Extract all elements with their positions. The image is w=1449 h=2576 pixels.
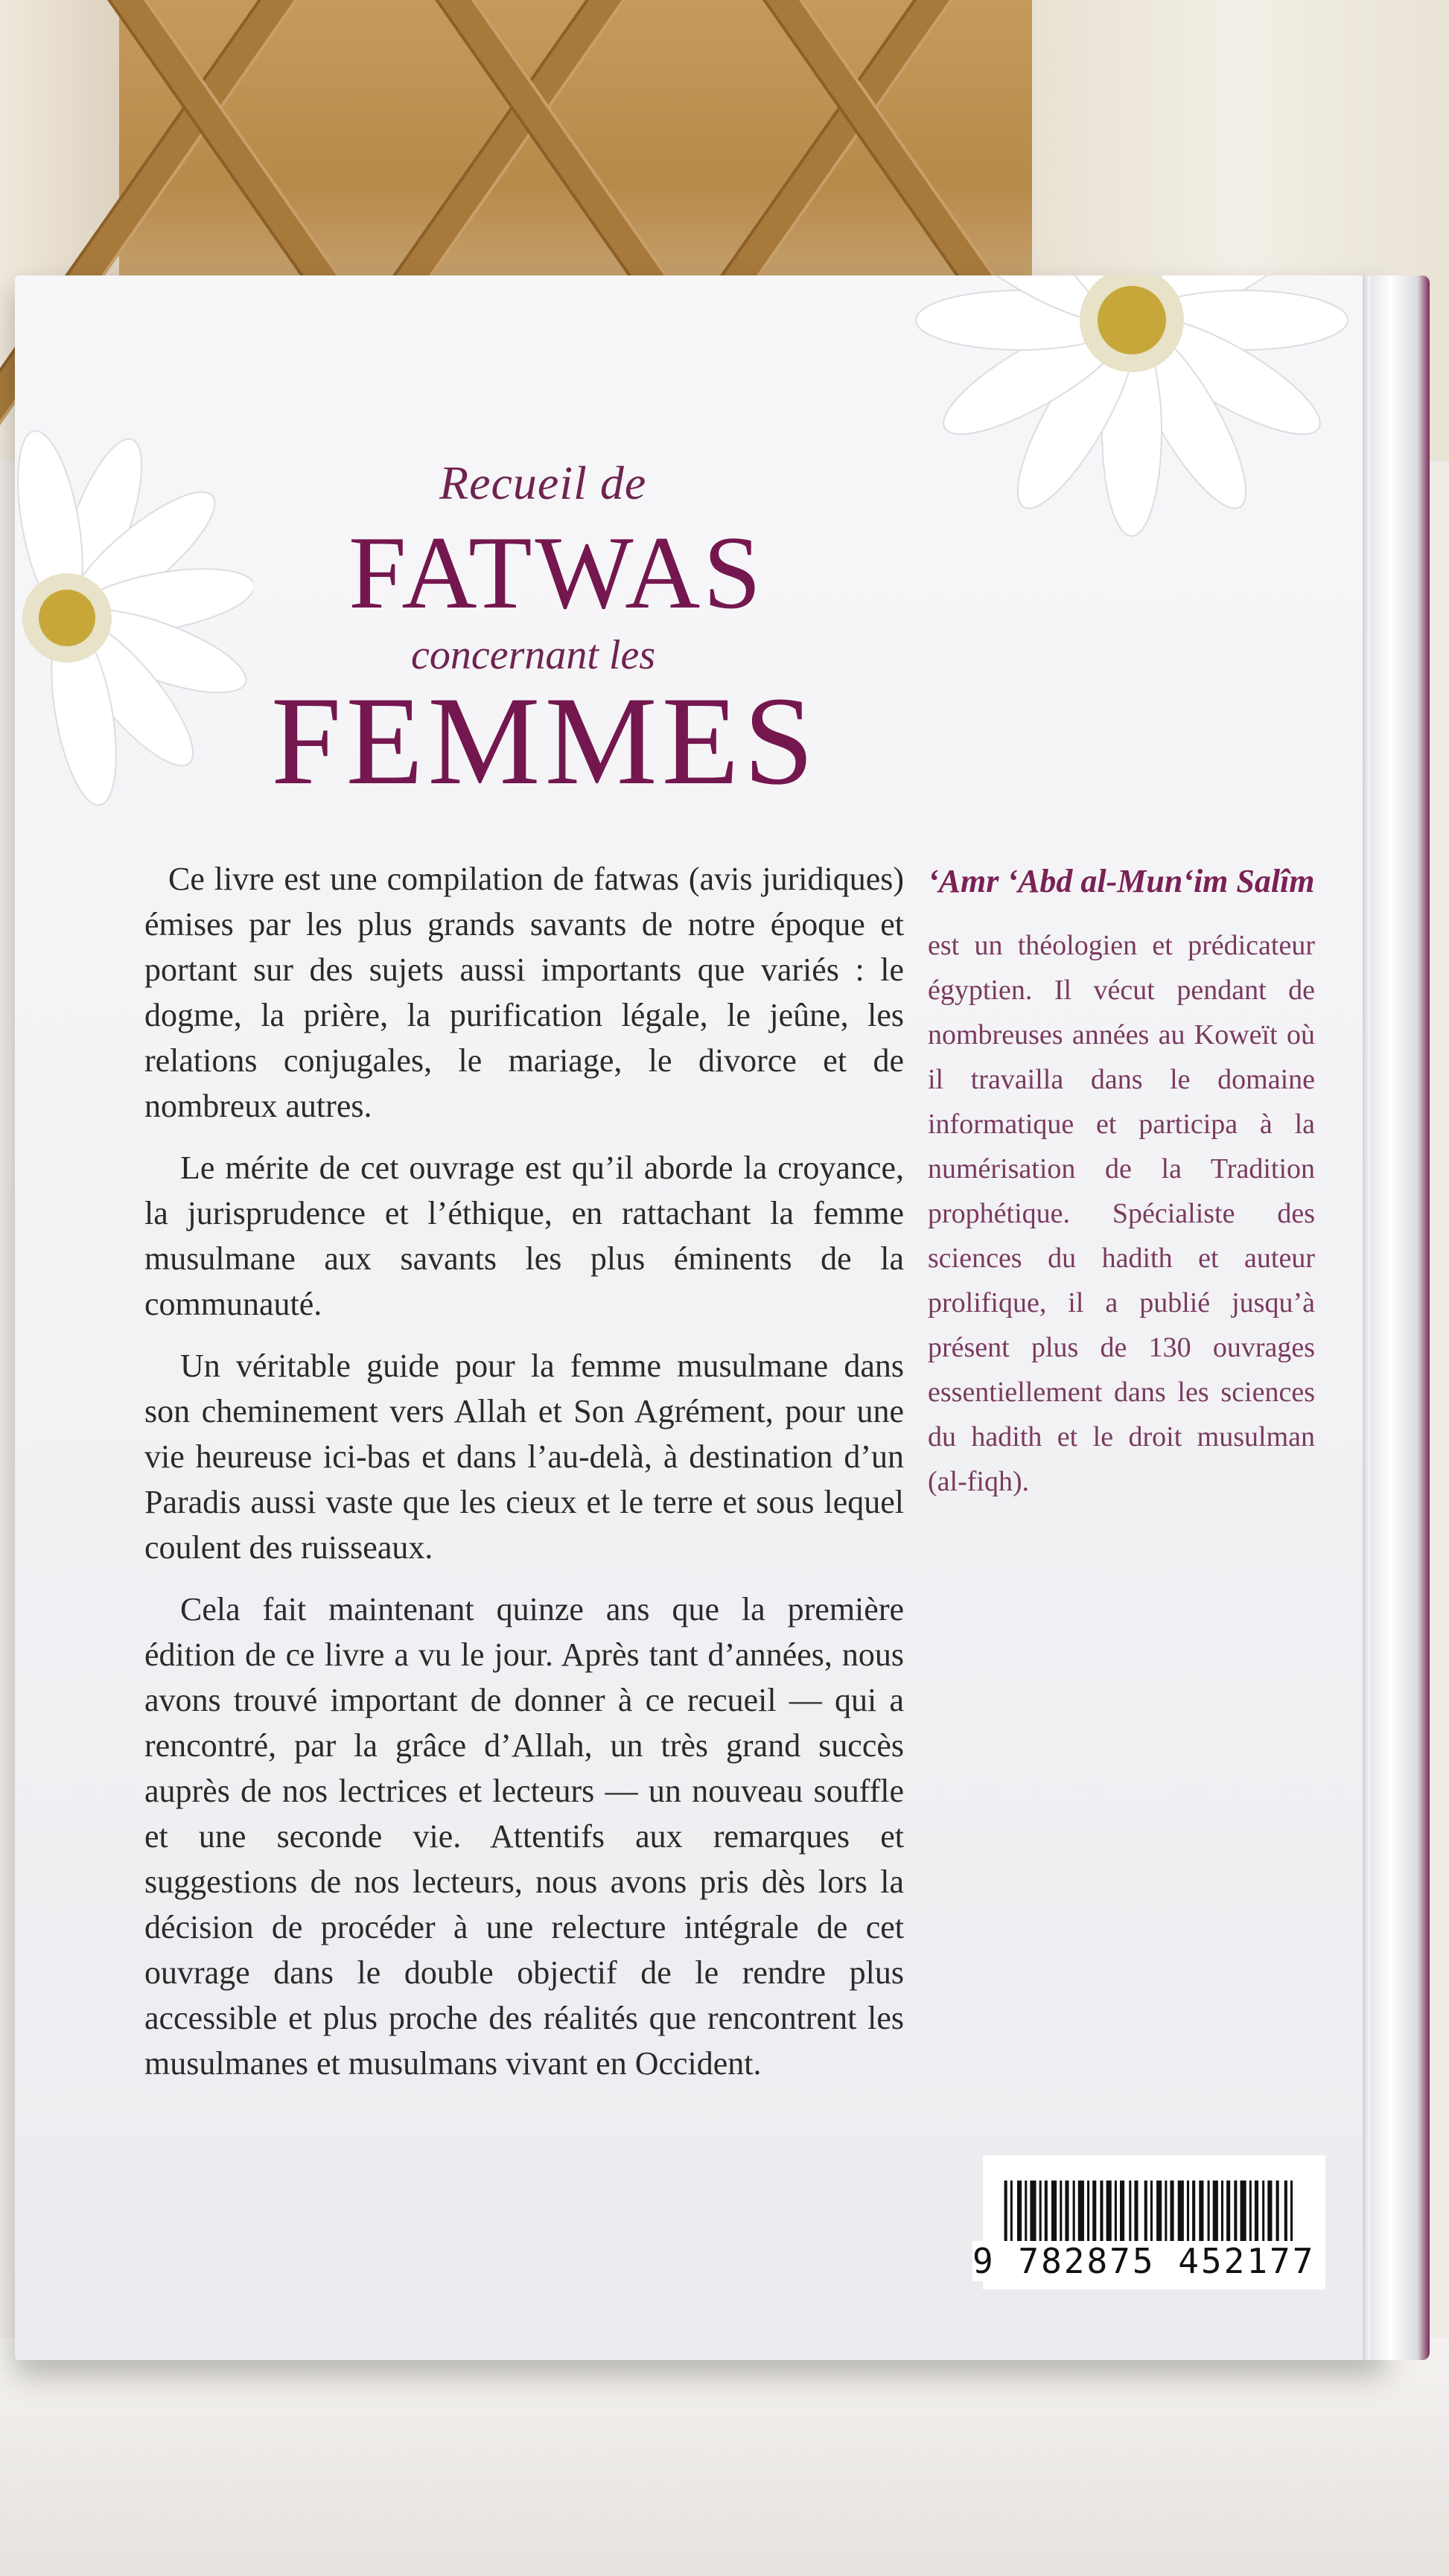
book-spine — [1370, 275, 1430, 2360]
book-description — [144, 856, 904, 2102]
title-recueil-de: Recueil de — [439, 456, 647, 509]
barcode-number: 9 782875 452177 — [972, 2241, 1322, 2281]
daisy-flower-left — [15, 417, 253, 834]
title-fatwas: FATWAS — [348, 515, 765, 631]
title-femmes: FEMMES — [271, 671, 819, 811]
daisy-flower-top-right — [767, 275, 1378, 588]
book-spine-groove — [1363, 275, 1370, 2360]
description-paragraph: Cela fait maintenant quinze ans que la première édition de ce livre a vu le jour. Après tant d’années, nous avons trouvé important de donner à ce recueil — qui a rencontré, par la grâce d’Allah, un très grand succès auprès de nos lectrices et lecteurs — un nouveau souffle et une seconde vie. Attentifs aux remarques et suggestions de nos lecteurs, nous avons pris dès lors la décision de procéder à une relecture intégrale de cet ouvrage dans le double objectif de le rendre plus accessible et plus proche des réalités que rencontrent les musulmanes et musulmans vivant en Occident. — [144, 1591, 904, 2082]
author-name: ‘Amr ‘Abd al-Mun‘im Salîm — [928, 863, 1315, 899]
title-concernant-les: concernant les — [411, 632, 656, 678]
description-paragraph: Un véritable guide pour la femme musulmane dans son cheminement vers Allah et Son Agrément, pour une vie heureuse ici-bas et dans l’au-delà, à destination d’un Paradis aussi vaste que les cieux et le terre et sous lequel coulent des ruisseaux. — [144, 1348, 904, 1566]
author-bio: est un théologien et prédicateur égyptien. Il vécut pendant de nombreuses années au Koweït où il travailla dans le domaine informatique et participa à la numérisation de la Tradition prophétique. Spécialiste des sciences du hadith et auteur prolifique, il a publié jusqu’à présent plus de 130 ouvrages essentiellement dans les sciences du hadith et le droit musulman (al-fiqh). — [928, 930, 1315, 1497]
description-paragraph: Le mérite de cet ouvrage est qu’il aborde la croyance, la jurisprudence et l’éthique, en rattachant la femme musulmane aux savants les plus éminents de la communauté. — [144, 1150, 904, 1322]
description-paragraph: Ce livre est une compilation de fatwas (avis juridiques) émises par les plus grands savants de notre époque et portant sur des sujets aussi importants que variés : le dogme, la prière, la purification légale, le jeûne, les relations conjugales, le mariage, le divorce et de nombreux autres. — [144, 861, 904, 1124]
shelf-surface — [0, 2338, 1449, 2576]
